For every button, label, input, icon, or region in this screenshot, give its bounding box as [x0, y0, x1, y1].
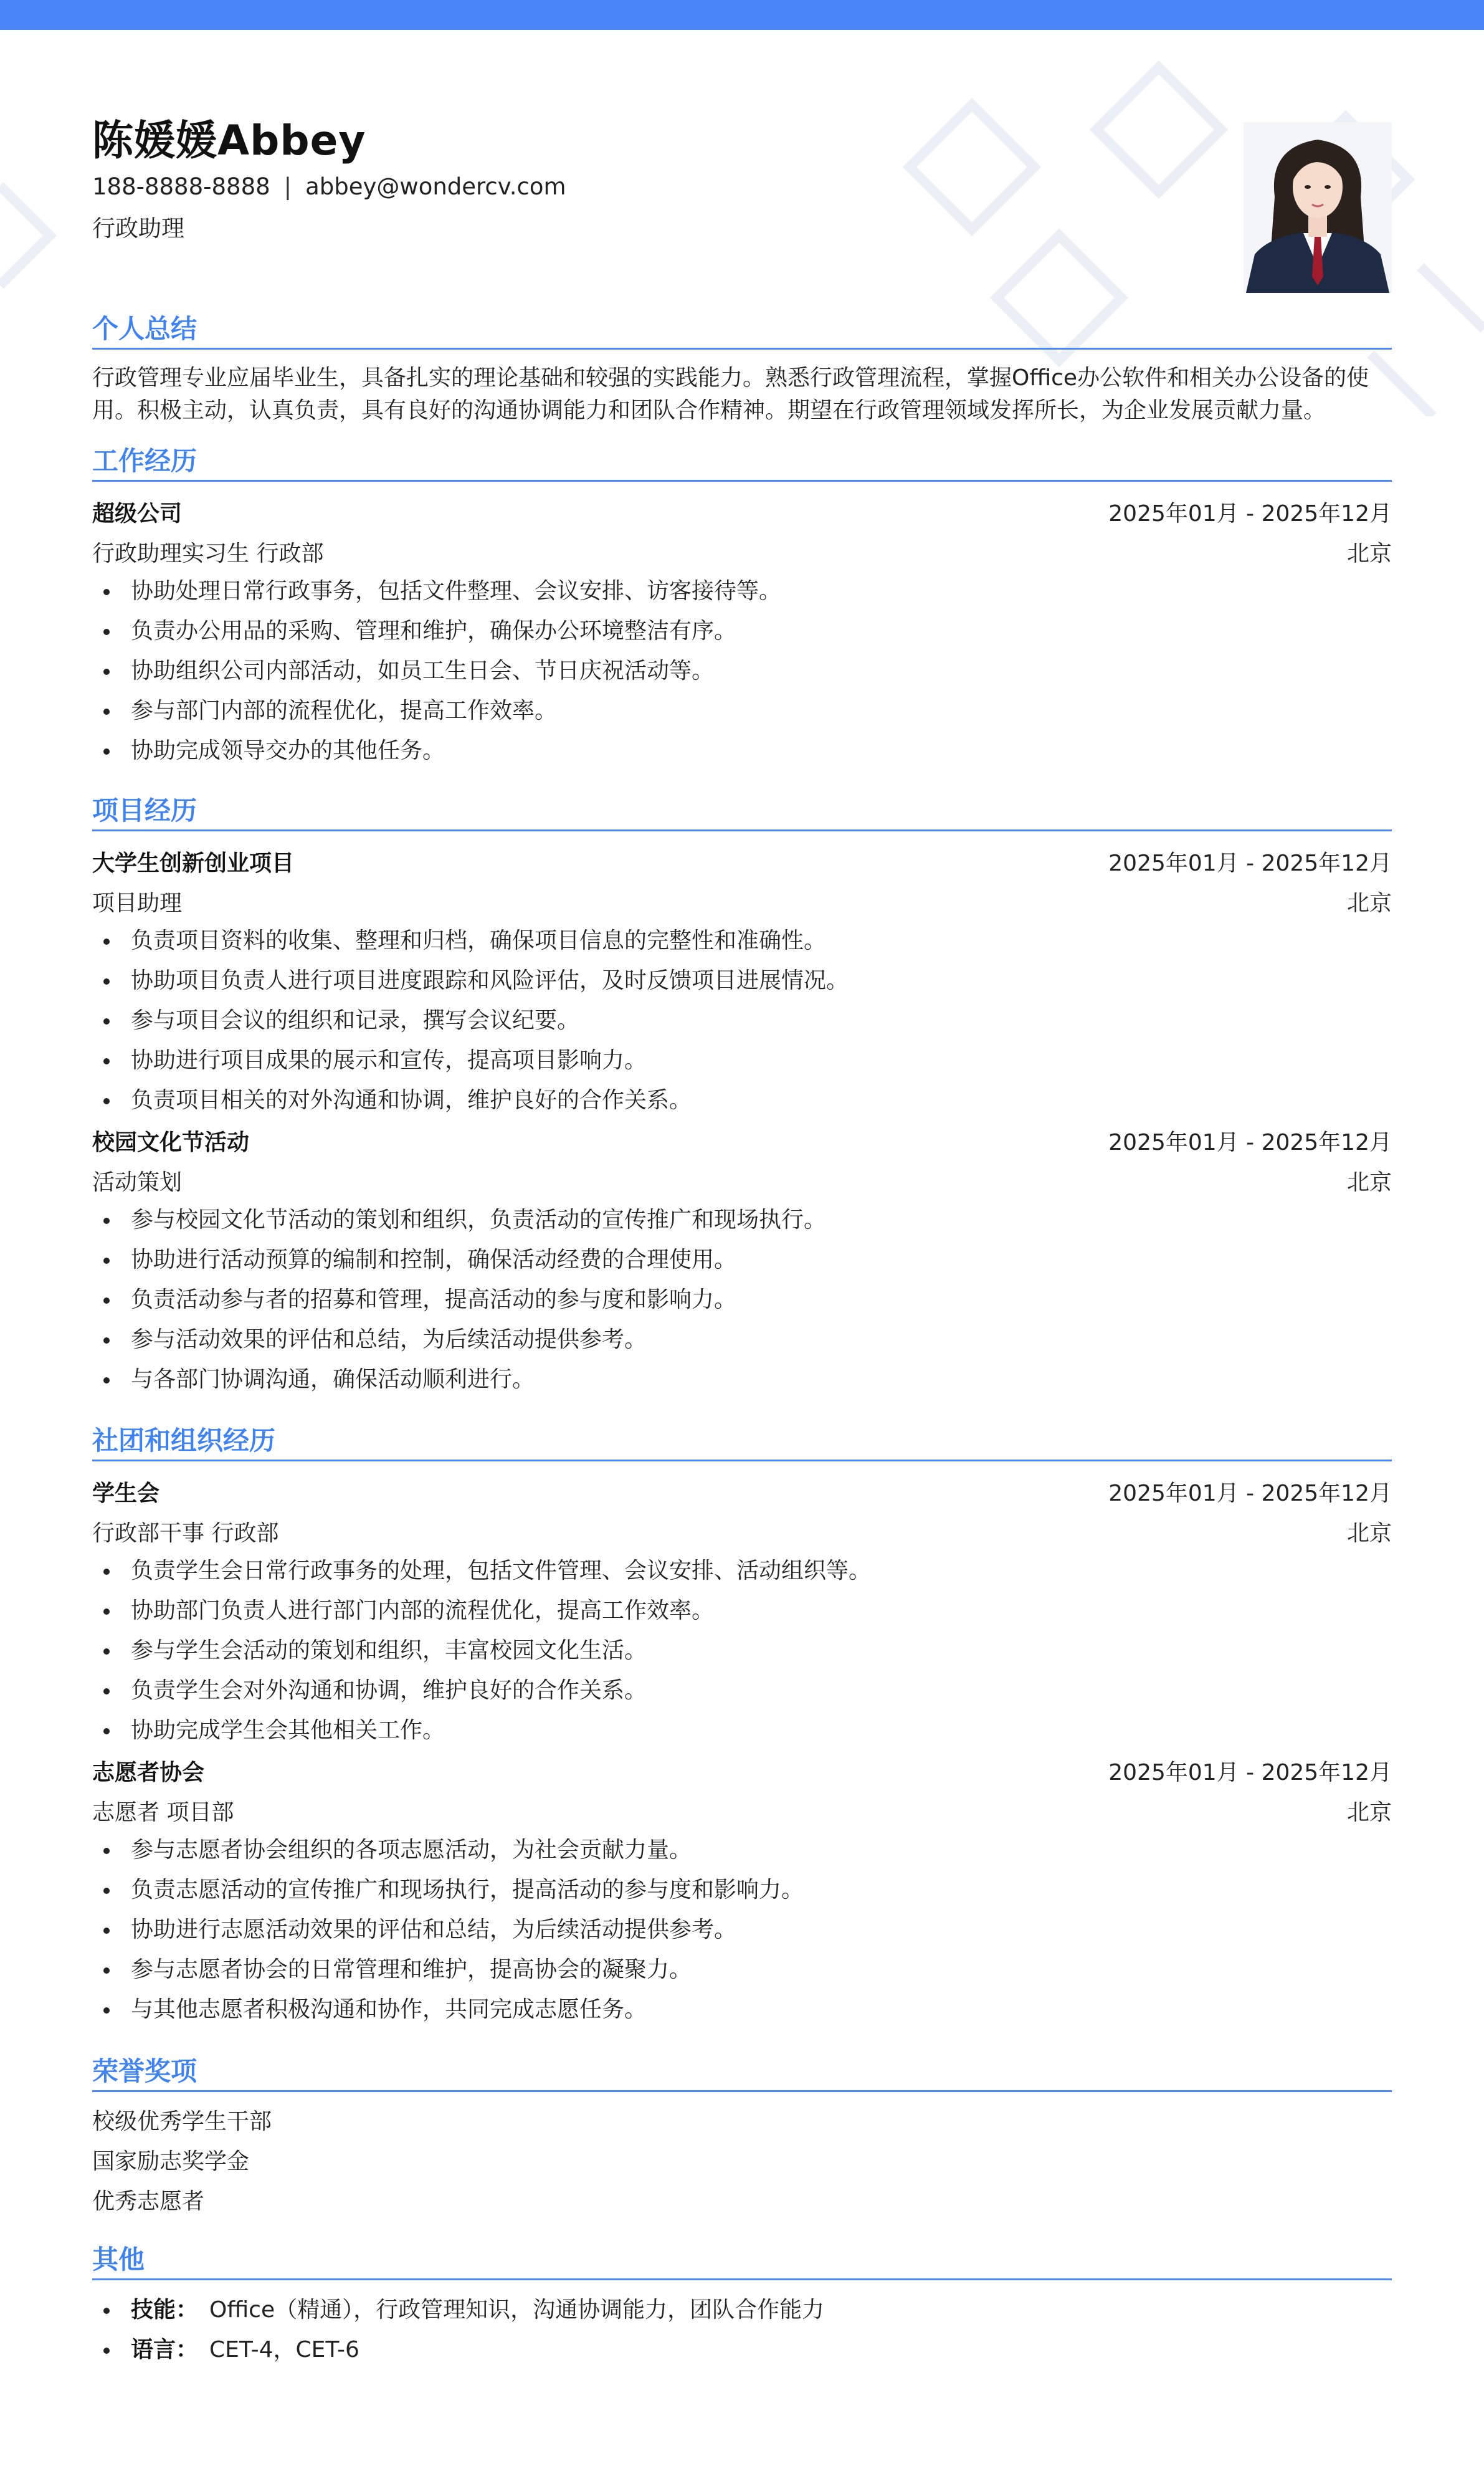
section-divider	[92, 829, 1392, 831]
section-clubs	[92, 1423, 1392, 2030]
entry-location: 北京	[1346, 1799, 1392, 1825]
top-accent-bar	[0, 0, 1484, 30]
list-item: 参与志愿者协会的日常管理和维护，提高协会的凝聚力。	[92, 1950, 1392, 1990]
language-label: 语言：	[131, 2337, 199, 2363]
section-awards	[92, 2054, 1392, 2222]
entry-location: 北京	[1346, 540, 1392, 566]
contact-separator: |	[283, 173, 292, 200]
skills-item	[92, 2290, 1392, 2330]
award-item: 国家励志奖学金	[92, 2149, 250, 2174]
entry-date: 2025年01月 - 2025年12月	[1108, 1480, 1392, 1506]
list-item: 协助处理日常行政事务，包括文件整理、会议安排、访客接待等。	[92, 571, 1392, 611]
entry-location: 北京	[1346, 1520, 1392, 1546]
award-item: 校级优秀学生干部	[92, 2109, 272, 2134]
language-item	[92, 2330, 1392, 2370]
list-item: 参与部门内部的流程优化，提高工作效率。	[92, 691, 1392, 731]
entry-role: 项目助理	[92, 890, 183, 916]
club-entry	[92, 1471, 1392, 1751]
section-divider	[92, 2278, 1392, 2280]
section-title-other: 其他	[92, 2244, 145, 2275]
section-projects	[92, 793, 1392, 1400]
list-item: 协助进行项目成果的展示和宣传，提高项目影响力。	[92, 1041, 1392, 1081]
entry-organization: 学生会	[92, 1480, 160, 1506]
entry-organization: 超级公司	[92, 500, 183, 527]
entry-organization: 大学生创新创业项目	[92, 850, 295, 876]
list-item: 协助项目负责人进行项目进度跟踪和风险评估，及时反馈项目进展情况。	[92, 961, 1392, 1001]
entry-role: 行政助理实习生 行政部	[92, 540, 324, 566]
section-divider	[92, 1460, 1392, 1461]
skills-label: 技能：	[131, 2297, 199, 2323]
list-item: 参与项目会议的组织和记录，撰写会议纪要。	[92, 1001, 1392, 1041]
section-divider	[92, 480, 1392, 482]
entry-location: 北京	[1346, 1169, 1392, 1195]
entry-role: 行政部干事 行政部	[92, 1520, 279, 1546]
list-item: 与其他志愿者积极沟通和协作，共同完成志愿任务。	[92, 1990, 1392, 2030]
entry-role: 活动策划	[92, 1169, 183, 1195]
target-job-title: 行政助理	[92, 215, 184, 242]
section-summary	[92, 312, 1392, 427]
section-divider	[92, 2090, 1392, 2092]
summary-text: 行政管理专业应届毕业生，具备扎实的理论基础和较强的实践能力。熟悉行政管理流程，掌握Office办公软件和相关办公设备的使用。积极主动，认真负责，具有良好的沟通协调能力和团队合作精神。期望在行政管理领域发挥所长，为企业发展贡献力量。	[92, 365, 1369, 423]
entry-date: 2025年01月 - 2025年12月	[1108, 500, 1392, 527]
list-item: 负责学生会日常行政事务的处理，包括文件管理、会议安排、活动组织等。	[92, 1551, 1392, 1591]
language-value: CET-4，CET-6	[209, 2337, 359, 2363]
list-item: 负责办公用品的采购、管理和维护，确保办公环境整洁有序。	[92, 611, 1392, 651]
project-entry	[92, 1121, 1392, 1400]
list-item: 参与活动效果的评估和总结，为后续活动提供参考。	[92, 1320, 1392, 1360]
list-item: 协助进行志愿活动效果的评估和总结，为后续活动提供参考。	[92, 1910, 1392, 1950]
list-item: 参与学生会活动的策划和组织，丰富校园文化生活。	[92, 1631, 1392, 1671]
project-entry	[92, 841, 1392, 1121]
award-item: 优秀志愿者	[92, 2189, 205, 2214]
section-divider	[92, 348, 1392, 350]
entry-location: 北京	[1346, 890, 1392, 916]
list-item: 负责学生会对外沟通和协调，维护良好的合作关系。	[92, 1671, 1392, 1711]
section-title-clubs: 社团和组织经历	[92, 1425, 276, 1456]
entry-date: 2025年01月 - 2025年12月	[1108, 1129, 1392, 1155]
list-item: 负责志愿活动的宣传推广和现场执行，提高活动的参与度和影响力。	[92, 1870, 1392, 1910]
entry-date: 2025年01月 - 2025年12月	[1108, 850, 1392, 876]
section-work	[92, 444, 1392, 771]
list-item: 参与校园文化节活动的策划和组织，负责活动的宣传推广和现场执行。	[92, 1200, 1392, 1240]
club-entry	[92, 1751, 1392, 2030]
email-address: abbey@wondercv.com	[305, 173, 566, 200]
list-item: 参与志愿者协会组织的各项志愿活动，为社会贡献力量。	[92, 1830, 1392, 1870]
list-item: 负责项目资料的收集、整理和归档，确保项目信息的完整性和准确性。	[92, 921, 1392, 961]
entry-role: 志愿者 项目部	[92, 1799, 234, 1825]
list-item: 协助完成领导交办的其他任务。	[92, 731, 1392, 771]
list-item: 与各部门协调沟通，确保活动顺利进行。	[92, 1360, 1392, 1400]
work-entry	[92, 492, 1392, 771]
list-item: 协助部门负责人进行部门内部的流程优化，提高工作效率。	[92, 1591, 1392, 1631]
phone-number: 188-8888-8888	[92, 173, 270, 200]
candidate-name: 陈媛媛Abbey	[92, 117, 366, 165]
list-item: 协助完成学生会其他相关工作。	[92, 1711, 1392, 1751]
skills-value: Office（精通），行政管理知识，沟通协调能力，团队合作能力	[209, 2297, 825, 2323]
entry-organization: 校园文化节活动	[92, 1129, 250, 1155]
profile-photo	[1244, 122, 1392, 293]
list-item: 负责活动参与者的招募和管理，提高活动的参与度和影响力。	[92, 1280, 1392, 1320]
section-title-awards: 荣誉奖项	[92, 2056, 197, 2086]
list-item: 负责项目相关的对外沟通和协调，维护良好的合作关系。	[92, 1081, 1392, 1121]
entry-organization: 志愿者协会	[92, 1759, 205, 1785]
section-title-work: 工作经历	[92, 446, 197, 476]
contact-line	[92, 173, 566, 200]
section-other	[92, 2242, 1392, 2370]
list-item: 协助进行活动预算的编制和控制，确保活动经费的合理使用。	[92, 1240, 1392, 1280]
section-title-summary: 个人总结	[92, 313, 197, 344]
section-title-projects: 项目经历	[92, 795, 197, 826]
list-item: 协助组织公司内部活动，如员工生日会、节日庆祝活动等。	[92, 651, 1392, 691]
entry-date: 2025年01月 - 2025年12月	[1108, 1759, 1392, 1785]
